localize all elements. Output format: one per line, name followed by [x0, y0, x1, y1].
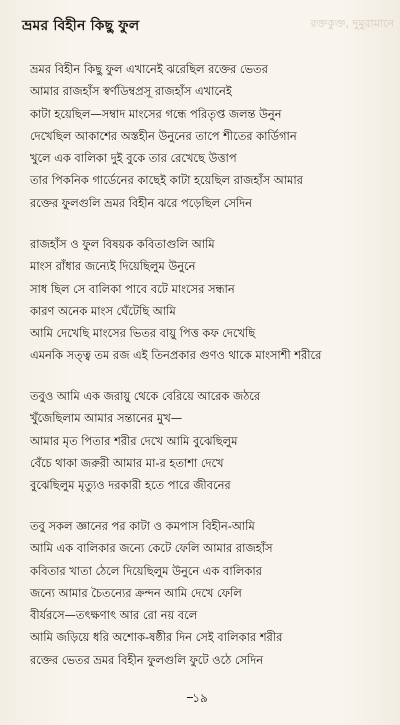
- poem-line: তবুও আমি এক জরায়ু থেকে বেরিয়ে আরেক জঠরে: [30, 389, 261, 403]
- poem-line: সাধ ছিল সে বালিকা পাবে বটে মাংসের সন্ধান: [30, 281, 235, 296]
- stanza-1: [30, 58, 380, 214]
- poem-line: খুঁজেছিলাম আমার সন্তানের মুখ—: [30, 411, 183, 426]
- stanza-2: [30, 233, 380, 367]
- poem-line: কবিতার খাতা ঠেলে দিয়েছিলুম উনুনে এক বালিকার: [30, 563, 262, 578]
- poem-line: মাংস রাঁধার জন্যেই দিয়েছিলুম উনুনে: [30, 259, 196, 274]
- poem-line: কারণ অনেক মাংস ঘেঁটেছি আমি: [30, 303, 176, 318]
- stanza-3: [30, 385, 380, 496]
- poem-line: রাজহাঁস ও ফুল বিষয়ক কবিতাগুলি আমি: [30, 237, 215, 251]
- poem-line: জন্যে আমার চৈতন্যের ক্রন্দন আমি দেখে ফেলি: [30, 585, 242, 600]
- poem-line: রক্তের ভেতর ভ্রমর বিহীন ফুলগুলি ফুটে ওঠে সেদিন: [30, 652, 264, 667]
- poem-title: ভ্রমর বিহীন কিছু ফুল: [22, 18, 140, 34]
- poem-line: খুলে এক বালিকা দুই বুকে তার রেখেছে উত্তাপ: [30, 151, 237, 166]
- poem-line: বীর্যরসে—তৎক্ষণাৎ আর রো নয় বলে: [30, 608, 198, 623]
- page-header: [0, 12, 400, 38]
- page-number: ১৯: [192, 691, 208, 705]
- poem-line: তার পিকনিক গার্ডেনের কাছেই কাটা হয়েছিল রাজহাঁস আমার: [30, 173, 303, 188]
- bleed-through-header: রক্তকুক্ত, দুমুরামানে: [310, 17, 394, 30]
- poem-line: বেঁচে থাকা জরুরী আমার মা-র হতাশা দেখে: [30, 455, 224, 470]
- poem-line: আমি দেখেছি মাংসের ভিতর বায়ু পিত্ত কফ দেখেছি: [30, 326, 256, 341]
- poem-line: বুঝেছিলুম মৃত্যুও দরকারী হতে পারে জীবনের: [30, 478, 231, 493]
- poem-line: দেখেছিল আকাশের অস্তহীন উনুনের তাপে শীতের কার্ডিগান: [30, 128, 297, 143]
- stanza-4: [30, 515, 380, 671]
- poem-line: ভ্রমর বিহীন কিছু ফুল এখানেই ঝরেছিল রক্তের ভেতর: [30, 62, 268, 76]
- poem-line: আমার মৃত পিতার শরীর দেখে আমি বুঝেছিলুম: [30, 433, 238, 448]
- poem-line: এমনকি সত্ত্ব তম রজ এই তিনপ্রকার গুণও থাকে মাংসাশী শরীরে: [30, 348, 322, 363]
- poem-line: আমি জড়িয়ে ধরি অশোক-ষষ্ঠীর দিন সেই বালিকার শরীর: [30, 630, 283, 645]
- poem-line: আমি এক বালিকার জন্যে কেটে ফেলি আমার রাজহাঁস: [30, 541, 273, 556]
- poem-line: আমার রাজহাঁস স্বর্ণডিম্বপ্রসূ রাজহাঁস এখানেই: [30, 84, 232, 99]
- poem-line: কাটা হয়েছিল—সম্বাদ মাংসের গন্ধে পরিতৃপ্ত জলন্ত উনুন: [30, 106, 282, 121]
- poem-line: তবু সকল জ্ঞানের পর কাটা ও কমপাস বিহীন-আমি: [30, 519, 255, 533]
- poem-line: রক্তের ফুলগুলি ভ্রমর বিহীন ঝরে পড়েছিল সেদিন: [30, 195, 252, 210]
